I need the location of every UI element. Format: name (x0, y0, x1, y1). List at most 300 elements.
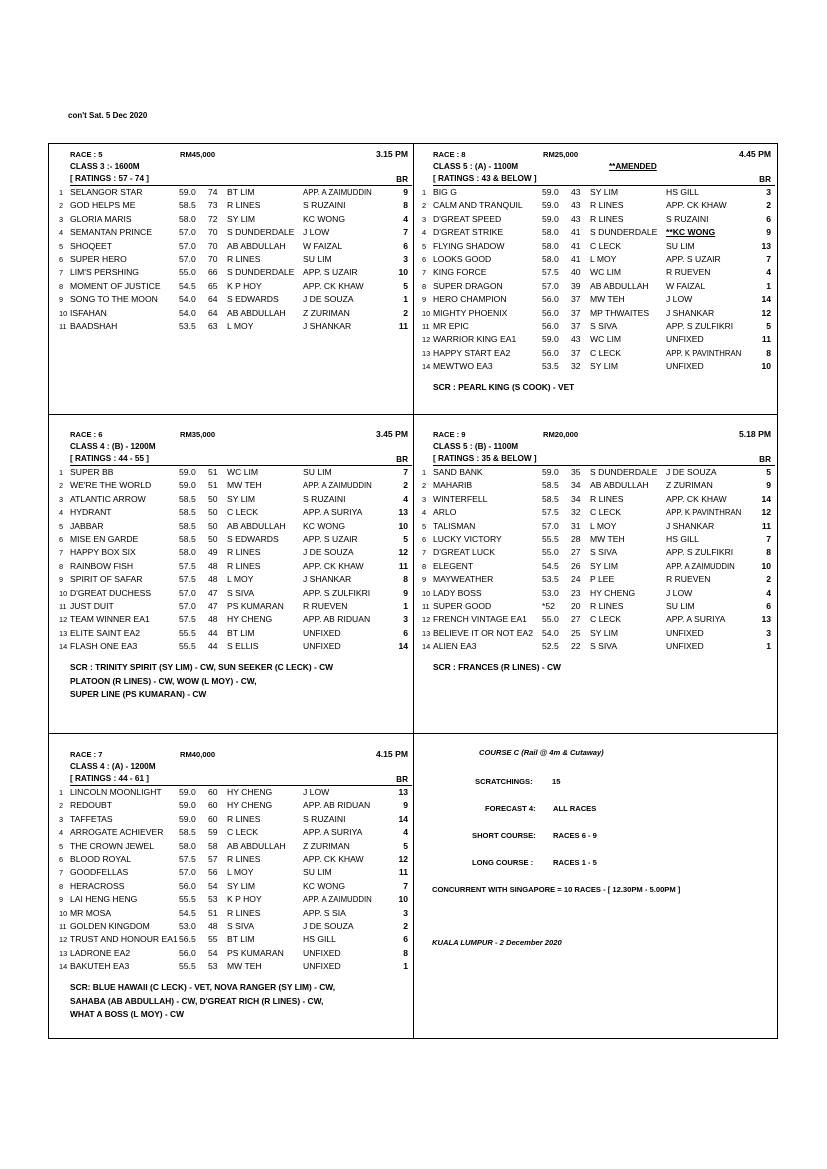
runner-row (422, 613, 775, 626)
handicap-weight: 59.0 (179, 480, 196, 491)
jockey-name: R RUEVEN (666, 267, 711, 278)
runner-number: 2 (422, 201, 427, 211)
barrier-draw: 3 (766, 627, 771, 638)
runner-number: 7 (422, 268, 427, 278)
trainer-name: S EDWARDS (227, 533, 279, 544)
horse-name: ELEGENT (433, 560, 474, 571)
runner-row (422, 213, 775, 226)
runner-number: 8 (59, 561, 64, 571)
race-number: RACE : 5 (70, 150, 103, 159)
horse-name: SUPER GOOD (433, 600, 492, 611)
jockey-name: SU LIM (303, 467, 332, 477)
race-card-grid (48, 143, 778, 1039)
handicap-weight: 58.5 (179, 200, 196, 211)
barrier-draw: 1 (403, 961, 408, 972)
barrier-draw: 5 (403, 533, 408, 544)
horse-rating: 23 (571, 587, 581, 598)
horse-rating: 73 (208, 200, 218, 211)
handicap-weight: 59.0 (179, 800, 196, 811)
handicap-weight: 59.0 (179, 787, 196, 797)
horse-name: BELIEVE IT OR NOT EA2 (433, 627, 533, 638)
horse-name: GLORIA MARIS (70, 213, 132, 224)
race-number: RACE : 9 (433, 430, 466, 439)
horse-name: D'GREAT SPEED (433, 213, 502, 224)
jockey-name: S RUZAINI (666, 213, 709, 224)
runner-row (422, 320, 775, 333)
trainer-name: HY CHENG (590, 587, 636, 598)
race-class-text: CLASS 4 : (B) - 1200M (70, 442, 156, 451)
barrier-draw: 9 (766, 480, 771, 491)
barrier-draw: 12 (761, 507, 771, 518)
barrier-draw: 5 (403, 280, 408, 291)
horse-rating: 43 (571, 213, 581, 224)
runner-number: 13 (59, 628, 68, 638)
runner-number: 11 (422, 601, 430, 611)
runner-row (422, 640, 775, 653)
handicap-weight: 53.5 (542, 361, 559, 372)
runner-row (59, 293, 412, 306)
barrier-header: BR (396, 455, 408, 464)
handicap-weight: 52.5 (542, 641, 559, 652)
horse-name: SEMANTAN PRINCE (70, 227, 152, 238)
trainer-name: SY LIM (590, 187, 619, 197)
runner-row (59, 320, 412, 333)
horse-rating: 56 (208, 867, 218, 878)
jockey-name: APP. AB RIDUAN (303, 614, 371, 625)
runner-row (59, 520, 412, 533)
runner-number: 6 (422, 534, 427, 544)
row-divider-1 (49, 414, 777, 415)
trainer-name: C LECK (590, 507, 622, 518)
trainer-name: S DUNDERDALE (227, 227, 295, 238)
handicap-weight: 56.0 (179, 880, 196, 891)
runner-number: 14 (59, 642, 68, 652)
trainer-name: SY LIM (590, 627, 619, 638)
barrier-draw: 2 (403, 920, 408, 931)
jockey-name: UNFIXED (303, 947, 341, 958)
horse-name: LADRONE EA2 (70, 947, 131, 958)
barrier-header: BR (759, 455, 771, 464)
race-class (70, 442, 412, 454)
runner-number: 3 (59, 494, 64, 504)
trainer-name: BT LIM (227, 187, 255, 197)
runner-row (59, 880, 412, 893)
scratching-line: PLATOON (R LINES) - CW, WOW (L MOY) - CW, (70, 675, 257, 686)
prize-money: RM40,000 (180, 750, 216, 759)
runner-row (422, 186, 775, 199)
handicap-weight: 59.0 (179, 187, 196, 197)
runner-number: 1 (422, 468, 427, 477)
barrier-draw: 2 (403, 307, 408, 318)
horse-name: SHOQEET (70, 240, 113, 251)
jockey-name: APP. K PAVINTHRAN (666, 508, 742, 518)
runner-number: 4 (422, 228, 427, 238)
handicap-weight: 56.0 (542, 307, 559, 318)
barrier-draw: 12 (398, 853, 408, 864)
runner-row (59, 600, 412, 613)
horse-name: SUPER DRAGON (433, 280, 503, 291)
handicap-weight: 59.0 (542, 187, 559, 197)
trainer-name: S DUNDERDALE (227, 267, 295, 278)
ratings-text: [ RATINGS : 44 - 61 ] (70, 774, 150, 783)
runner-number: 4 (59, 828, 64, 838)
horse-name: MIGHTY PHOENIX (433, 307, 508, 318)
handicap-weight: 57.5 (179, 574, 196, 585)
race-block-5 (59, 149, 412, 333)
runner-number: 10 (59, 308, 68, 318)
trainer-name: L MOY (227, 574, 254, 585)
horse-name: JABBAR (70, 520, 104, 531)
horse-name: ALIEN EA3 (433, 641, 477, 652)
race-header (433, 430, 775, 442)
handicap-weight: 57.5 (179, 853, 196, 864)
horse-rating: 70 (208, 253, 218, 264)
ratings-band (70, 774, 412, 786)
horse-name: BLOOD ROYAL (70, 853, 131, 864)
horse-rating: 59 (208, 827, 218, 838)
trainer-name: S SIVA (590, 547, 618, 558)
forecast-value: ALL RACES (553, 804, 597, 813)
trainer-name: BT LIM (227, 934, 255, 945)
horse-rating: 35 (571, 467, 581, 477)
horse-name: BIG G (433, 187, 457, 197)
horse-name: FLYING SHADOW (433, 240, 505, 251)
runner-number: 5 (422, 521, 427, 531)
horse-name: WE'RE THE WORLD (70, 480, 152, 491)
handicap-weight: 57.0 (542, 280, 559, 291)
runner-row (59, 907, 412, 920)
handicap-weight: 57.5 (542, 507, 559, 518)
horse-rating: 34 (571, 493, 581, 504)
horse-name: D'GREAT LUCK (433, 547, 495, 558)
jockey-name: APP. A ZAIMUDDIN (303, 188, 372, 197)
horse-name: TALISMAN (433, 520, 476, 531)
horse-rating: 57 (208, 853, 218, 864)
horse-rating: 50 (208, 520, 218, 531)
trainer-name: S DUNDERDALE (590, 227, 658, 238)
ratings-text: [ RATINGS : 44 - 55 ] (70, 454, 150, 463)
horse-name: HAPPY START EA2 (433, 347, 511, 358)
runner-row (59, 866, 412, 879)
trainer-name: C LECK (227, 827, 259, 838)
horse-name: MAYWEATHER (433, 574, 494, 585)
race-class (433, 162, 775, 174)
horse-rating: 48 (208, 920, 218, 931)
horse-rating: 37 (571, 294, 581, 305)
runner-row (59, 960, 412, 973)
trainer-name: L MOY (227, 320, 254, 331)
runner-row (422, 360, 775, 373)
horse-name: SONG TO THE MOON (70, 294, 158, 305)
trainer-name: R LINES (227, 907, 261, 918)
runner-row (422, 600, 775, 613)
jockey-name: J DE SOUZA (303, 920, 354, 931)
trainer-name: WC LIM (227, 467, 259, 477)
horse-name: HYDRANT (70, 507, 112, 518)
page-header-date: con't Sat. 5 Dec 2020 (68, 111, 148, 120)
runner-number: 1 (59, 788, 64, 797)
jockey-name: APP. CK KHAW (666, 200, 727, 211)
runner-number: 3 (422, 494, 427, 504)
runner-number: 3 (422, 214, 427, 224)
horse-name: HERACROSS (70, 880, 125, 891)
ratings-band (70, 174, 412, 186)
race-block-6 (59, 429, 412, 702)
handicap-weight: 55.0 (179, 267, 196, 278)
barrier-draw: 1 (766, 280, 771, 291)
handicap-weight: 58.5 (542, 480, 559, 491)
runner-list (59, 466, 412, 653)
runner-row (422, 533, 775, 546)
runner-number: 9 (422, 295, 427, 305)
barrier-draw: 3 (403, 614, 408, 625)
scratching-line: SCR : PEARL KING (S COOK) - VET (433, 382, 575, 393)
barrier-draw: 3 (403, 907, 408, 918)
handicap-weight: 59.0 (179, 813, 196, 824)
short-course-label: SHORT COURSE: (472, 831, 536, 840)
horse-name: REDOUBT (70, 800, 113, 811)
jockey-name: W FAIZAL (666, 280, 706, 291)
handicap-weight: 58.5 (179, 520, 196, 531)
trainer-name: HY CHENG (227, 787, 273, 797)
scratchings-label: SCRATCHINGS: (475, 777, 533, 786)
barrier-draw: 13 (398, 787, 408, 797)
runner-number: 14 (59, 962, 68, 972)
scratchings-note (70, 981, 412, 1022)
runner-row (59, 479, 412, 492)
barrier-draw: 2 (766, 574, 771, 585)
runner-row (59, 840, 412, 853)
horse-name: SAND BANK (433, 467, 483, 477)
jockey-name: APP. CK KHAW (303, 560, 364, 571)
handicap-weight: 54.5 (179, 907, 196, 918)
horse-rating: 50 (208, 533, 218, 544)
runner-row (422, 573, 775, 586)
column-divider (413, 144, 414, 1038)
handicap-weight: 59.0 (542, 200, 559, 211)
trainer-name: PS KUMARAN (227, 947, 284, 958)
horse-rating: 26 (571, 560, 581, 571)
barrier-draw: 7 (766, 533, 771, 544)
trainer-name: MW TEH (590, 294, 625, 305)
handicap-weight: 57.5 (179, 560, 196, 571)
jockey-name: UNFIXED (666, 334, 704, 345)
horse-name: MR MOSA (70, 907, 112, 918)
trainer-name: PS KUMARAN (227, 600, 284, 611)
runner-number: 11 (59, 921, 67, 931)
jockey-name: APP. K PAVINTHRAN (666, 348, 742, 358)
runner-number: 12 (422, 615, 431, 625)
ratings-band (433, 174, 775, 186)
barrier-draw: 14 (398, 813, 408, 824)
horse-rating: 60 (208, 813, 218, 824)
runner-number: 3 (59, 214, 64, 224)
runner-number: 7 (59, 868, 64, 878)
scratching-line: SCR : TRINITY SPIRIT (SY LIM) - CW, SUN SEEKER (C LECK) - CW (70, 662, 334, 673)
horse-rating: 47 (208, 587, 218, 598)
runner-number: 2 (59, 481, 64, 491)
barrier-draw: 13 (761, 614, 771, 625)
runner-number: 3 (59, 814, 64, 824)
handicap-weight: 53.0 (542, 587, 559, 598)
horse-name: SUPER BB (70, 467, 114, 477)
horse-rating: 32 (571, 507, 581, 518)
runner-number: 13 (422, 348, 431, 358)
jockey-name: APP. CK KHAW (666, 493, 727, 504)
barrier-draw: 7 (403, 880, 408, 891)
jockey-name: HS GILL (666, 533, 699, 544)
horse-name: LADY BOSS (433, 587, 482, 598)
horse-name: ATLANTIC ARROW (70, 493, 146, 504)
trainer-name: BT LIM (227, 627, 255, 638)
trainer-name: S SIVA (227, 587, 255, 598)
jockey-name: Z ZURIMAN (666, 480, 713, 491)
ratings-text: [ RATINGS : 35 & BELOW ] (433, 454, 537, 463)
barrier-draw: 11 (761, 520, 771, 531)
barrier-draw: 8 (403, 947, 408, 958)
horse-rating: 41 (571, 227, 581, 238)
jockey-name: SU LIM (666, 240, 695, 251)
runner-row (59, 466, 412, 479)
runner-row (59, 813, 412, 826)
horse-name: RAINBOW FISH (70, 560, 134, 571)
horse-rating: 51 (208, 480, 218, 491)
race-header (433, 150, 775, 162)
handicap-weight: 56.0 (542, 347, 559, 358)
barrier-draw: 14 (761, 493, 771, 504)
horse-name: MEWTWO EA3 (433, 361, 493, 372)
jockey-name: APP. S ZULFIKRI (303, 587, 371, 598)
runner-number: 7 (59, 548, 64, 558)
handicap-weight: 59.0 (542, 213, 559, 224)
barrier-draw: 11 (398, 560, 408, 571)
trainer-name: AB ABDULLAH (227, 240, 286, 251)
jockey-name: APP. A SURIYA (303, 507, 363, 518)
jockey-name: APP. A SURIYA (303, 827, 363, 838)
runner-number: 7 (422, 548, 427, 558)
barrier-draw: 3 (766, 187, 771, 197)
horse-rating: 55 (208, 934, 218, 945)
jockey-name: R RUEVEN (666, 574, 711, 585)
runner-row (422, 333, 775, 346)
barrier-draw: 10 (398, 267, 408, 278)
handicap-weight: 55.5 (179, 627, 196, 638)
jockey-name: SU LIM (303, 867, 332, 878)
runner-number: 2 (422, 481, 427, 491)
runner-row (59, 266, 412, 279)
runner-number: 4 (59, 228, 64, 238)
horse-rating: 34 (571, 480, 581, 491)
jockey-name: APP. CK KHAW (303, 853, 364, 864)
runner-row (59, 613, 412, 626)
barrier-draw: 7 (766, 253, 771, 264)
trainer-name: AB ABDULLAH (227, 840, 286, 851)
horse-rating: 65 (208, 280, 218, 291)
jockey-name: APP. S UZAIR (303, 533, 358, 544)
runner-row (422, 293, 775, 306)
amended-note: **AMENDED (609, 162, 657, 171)
runner-row (59, 799, 412, 812)
row-divider-2 (49, 733, 777, 734)
handicap-weight: 55.5 (542, 533, 559, 544)
horse-name: CALM AND TRANQUIL (433, 200, 523, 211)
jockey-name: KC WONG (303, 520, 346, 531)
horse-rating: 50 (208, 507, 218, 518)
horse-name: LAI HENG HENG (70, 894, 138, 905)
barrier-draw: 6 (403, 627, 408, 638)
ratings-band (70, 454, 412, 466)
trainer-name: S SIVA (590, 320, 618, 331)
runner-number: 6 (59, 854, 64, 864)
horse-rating: 24 (571, 574, 581, 585)
jockey-name: APP. A ZAIMUDDIN (303, 895, 372, 905)
runner-number: 5 (59, 521, 64, 531)
trainer-name: S ELLIS (227, 641, 259, 652)
barrier-draw: 6 (403, 240, 408, 251)
runner-row (422, 280, 775, 293)
horse-name: GOODFELLAS (70, 867, 129, 878)
horse-name: BAADSHAH (70, 320, 118, 331)
barrier-draw: 9 (403, 800, 408, 811)
barrier-header: BR (396, 175, 408, 184)
runner-row (59, 226, 412, 239)
barrier-draw: 8 (403, 574, 408, 585)
horse-rating: 39 (571, 280, 581, 291)
barrier-draw: 4 (766, 587, 771, 598)
jockey-name: APP. S ZULFIKRI (666, 547, 734, 558)
barrier-draw: 6 (403, 934, 408, 945)
horse-rating: 54 (208, 947, 218, 958)
runner-number: 10 (422, 308, 431, 318)
runner-row (422, 240, 775, 253)
footer-location-date: KUALA LUMPUR - 2 December 2020 (432, 938, 562, 947)
forecast-label: FORECAST 4: (485, 804, 536, 813)
trainer-name: S SIVA (227, 920, 255, 931)
jockey-name: UNFIXED (666, 627, 704, 638)
scratching-line: SCR : FRANCES (R LINES) - CW (433, 662, 561, 673)
runner-row (422, 546, 775, 559)
jockey-name: APP. A SURIYA (666, 614, 726, 625)
barrier-draw: 13 (761, 240, 771, 251)
race-block-7 (59, 749, 412, 1022)
handicap-weight: 57.0 (179, 600, 196, 611)
barrier-draw: 5 (766, 320, 771, 331)
horse-name: SPIRIT OF SAFAR (70, 574, 143, 585)
horse-rating: 51 (208, 467, 218, 477)
horse-name: LINCOLN MOONLIGHT (70, 787, 162, 797)
horse-name: GOLDEN KINGDOM (70, 920, 150, 931)
runner-list (59, 186, 412, 333)
jockey-name: J SHANKAR (666, 307, 715, 318)
trainer-name: SY LIM (227, 213, 256, 224)
trainer-name: C LECK (227, 507, 259, 518)
race-class-text: CLASS 5 : (A) - 1100M (433, 162, 519, 171)
runner-row (59, 186, 412, 199)
runner-number: 14 (422, 642, 431, 652)
handicap-weight: 53.5 (542, 574, 559, 585)
trainer-name: HY CHENG (227, 800, 273, 811)
jockey-name: APP. AB RIDUAN (303, 800, 371, 811)
horse-rating: 41 (571, 253, 581, 264)
scratchings-note (433, 381, 775, 395)
barrier-draw: 11 (398, 320, 408, 331)
trainer-name: R LINES (227, 200, 261, 211)
race-time: 4.45 PM (738, 149, 771, 159)
trainer-name: MW TEH (227, 480, 262, 491)
horse-name: HAPPY BOX SIX (70, 547, 136, 558)
trainer-name: WC LIM (590, 267, 622, 278)
runner-number: 1 (422, 188, 427, 197)
